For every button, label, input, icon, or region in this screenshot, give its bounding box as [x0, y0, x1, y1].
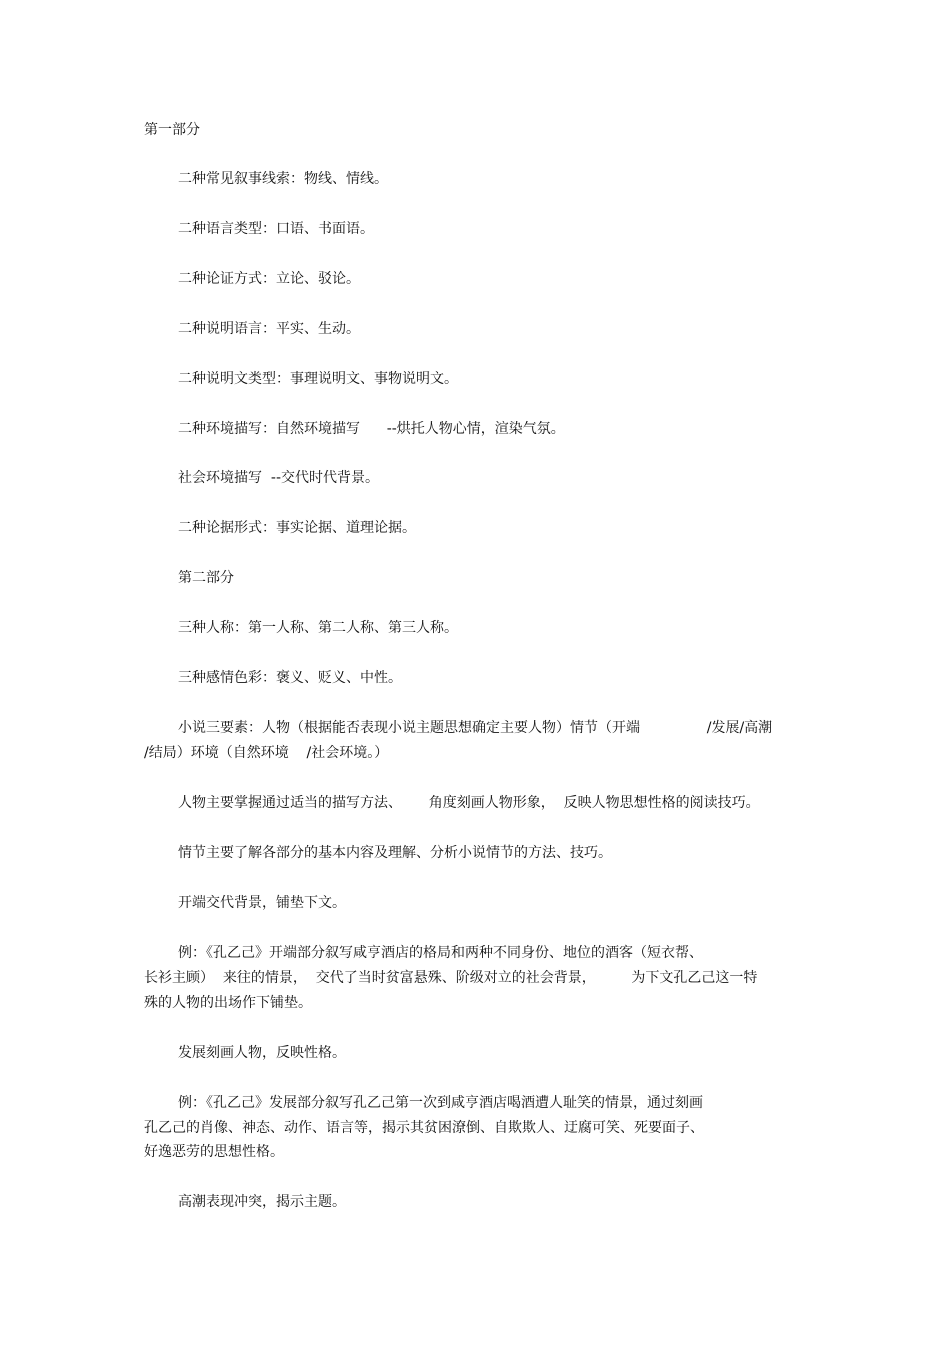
section-heading: 第二部分: [178, 570, 234, 586]
paragraph: 二种说明语言：平实、生动。: [178, 321, 360, 337]
paragraph: 小说三要素：人物（根据能否表现小说主题思想确定主要人物）情节（开端 /发展/高潮: [178, 720, 773, 736]
paragraph-continuation: 孔乙己的肖像、神态、动作、语言等，揭示其贫困潦倒、自欺欺人、迂腐可笑、死要面子、: [144, 1120, 704, 1136]
paragraph: 例：《孔乙己》发展部分叙写孔乙己第一次到咸亨酒店喝酒遭人耻笑的情景，通过刻画: [178, 1095, 703, 1111]
paragraph: 情节主要了解各部分的基本内容及理解、分析小说情节的方法、技巧。: [178, 845, 612, 861]
paragraph: 二种环境描写：自然环境描写 --烘托人物心情，渲染气氛。: [178, 421, 565, 437]
paragraph: 二种常见叙事线索：物线、情线。: [178, 171, 388, 187]
paragraph-continuation: 长衫主顾） 来往的情景， 交代了当时贫富悬殊、阶级对立的社会背景， 为下文孔乙己这一特: [144, 970, 758, 986]
paragraph: 三种感情色彩：褒义、贬义、中性。: [178, 670, 402, 686]
paragraph: 社会环境描写 --交代时代背景。: [178, 470, 380, 486]
section-heading: 第一部分: [144, 122, 200, 138]
paragraph: 高潮表现冲突，揭示主题。: [178, 1194, 346, 1210]
paragraph: 人物主要掌握通过适当的描写方法、 角度刻画人物形象， 反映人物思想性格的阅读技巧。: [178, 795, 760, 811]
paragraph: 二种语言类型：口语、书面语。: [178, 221, 374, 237]
paragraph-continuation: /结局）环境（自然环境 /社会环境。）: [144, 745, 389, 761]
paragraph-continuation: 殊的人物的出场作下铺垫。: [144, 995, 312, 1011]
paragraph: 发展刻画人物，反映性格。: [178, 1045, 346, 1061]
paragraph: 二种说明文类型：事理说明文、事物说明文。: [178, 371, 458, 387]
paragraph: 二种论证方式：立论、驳论。: [178, 271, 360, 287]
paragraph-continuation: 好逸恶劳的思想性格。: [144, 1144, 284, 1160]
paragraph: 三种人称：第一人称、第二人称、第三人称。: [178, 620, 458, 636]
paragraph: 开端交代背景，铺垫下文。: [178, 895, 346, 911]
paragraph: 例：《孔乙己》开端部分叙写咸亨酒店的格局和两种不同身份、地位的酒客（短衣帮、: [178, 945, 703, 961]
paragraph: 二种论据形式：事实论据、道理论据。: [178, 520, 416, 536]
